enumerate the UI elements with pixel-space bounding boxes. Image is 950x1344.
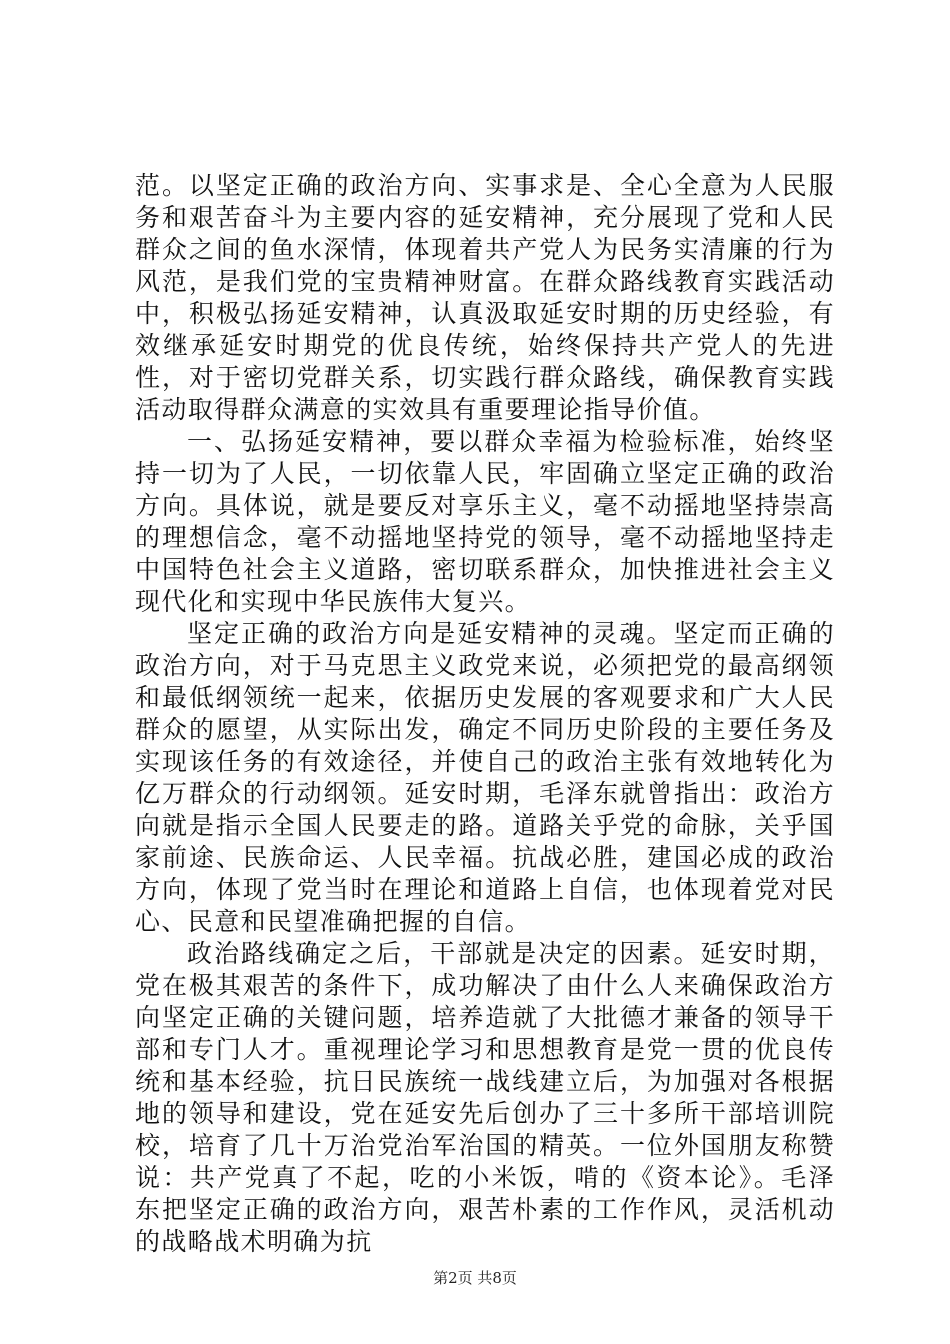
document-body bbox=[135, 170, 835, 1258]
paragraph-political-direction: 坚定正确的政治方向是延安精神的灵魂。坚定而正确的政治方向，对于马克思主义政党来说，必须把党的最高纲领和最低纲领统一起来，依据历史发展的客观要求和广大人民群众的愿望，从实际出发，确定不同历史阶段的主要任务及实现该任务的有效途径，并使自己的政治主张有效地转化为亿万群众的行动纲领。延安时期，毛泽东就曾指出：政治方向就是指示全国人民要走的路。道路关乎党的命脉，关乎国家前途、民族命运、人民幸福。抗战必胜，建国必成的政治方向，体现了党当时在理论和道路上自信，也体现着党对民心、民意和民望准确把握的自信。 bbox=[135, 619, 835, 936]
page-footer: 第2页 共8页 bbox=[433, 1269, 517, 1287]
paragraph-section-one: 一、弘扬延安精神，要以群众幸福为检验标准，始终坚持一切为了人民，一切依靠人民，牢固确立坚定正确的政治方向。具体说，就是要反对享乐主义，毫不动摇地坚持崇高的理想信念，毫不动摇地坚持党的领导，毫不动摇地坚持走中国特色社会主义道路，密切联系群众，加快推进社会主义现代化和实现中华民族伟大复兴。 bbox=[135, 427, 835, 616]
paragraph-continuation: 范。以坚定正确的政治方向、实事求是、全心全意为人民服务和艰苦奋斗为主要内容的延安精神，充分展现了党和人民群众之间的鱼水深情，体现着共产党人为民务实清廉的行为风范，是我们党的宝贵精神财富。在群众路线教育实践活动中，积极弘扬延安精神，认真汲取延安时期的历史经验，有效继承延安时期党的优良传统，始终保持共产党人的先进性，对于密切党群关系，切实践行群众路线，确保教育实践活动取得群众满意的实效具有重要理论指导价值。 bbox=[135, 171, 835, 424]
paragraph-cadres: 政治路线确定之后，干部就是决定的因素。延安时期，党在极其艰苦的条件下，成功解决了由什么人来确保政治方向坚定正确的关键问题，培养造就了大批德才兼备的领导干部和专门人才。重视理论学习和思想教育是党一贯的优良传统和基本经验，抗日民族统一战线建立后，为加强对各根据地的领导和建设，党在延安先后创办了三十多所干部培训院校，培育了几十万治党治军治国的精英。一位外国朋友称赞说：共产党真了不起，吃的小米饭，啃的《资本论》。毛泽东把坚定正确的政治方向，艰苦朴素的工作作风，灵活机动的战略战术明确为抗 bbox=[135, 939, 835, 1256]
